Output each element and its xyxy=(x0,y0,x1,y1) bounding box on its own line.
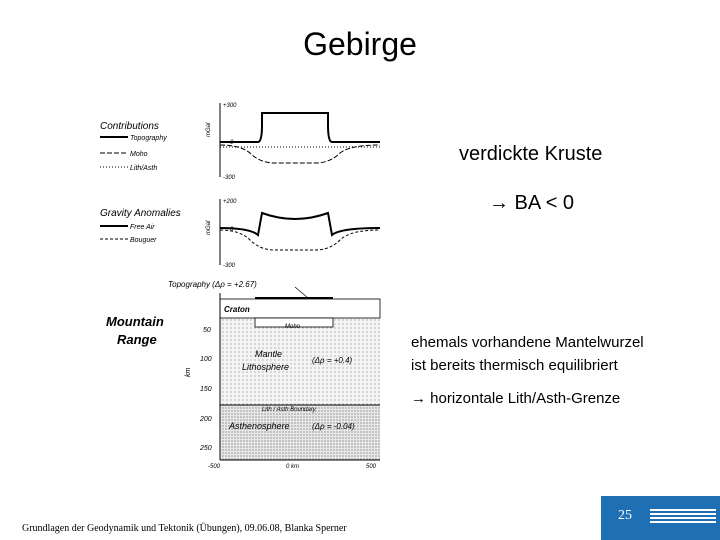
gravity-tick-zero: 0 xyxy=(230,227,234,233)
gravity-title: Gravity Anomalies xyxy=(100,208,181,219)
note-mantle-root xyxy=(411,331,644,377)
note-lith-asth-boundary: → horizontale Lith/Asth-Grenze xyxy=(411,390,621,407)
contributions-unit: mGal xyxy=(206,122,212,137)
note-thickened-crust: verdickte Kruste xyxy=(459,143,603,165)
gravity-tick-bottom: -300 xyxy=(223,263,236,269)
depth-tick-150: 150 xyxy=(200,386,212,393)
asthenosphere-area xyxy=(220,405,380,460)
contributions-tick-zero: 0 xyxy=(230,140,234,146)
moho-label: Moho xyxy=(285,324,301,330)
logo-stripes xyxy=(650,509,716,523)
mountain-range-label-line1: Mountain xyxy=(106,314,164,329)
legend-topography: Topography xyxy=(130,135,167,142)
legend-bouguer: Bouguer xyxy=(130,237,157,244)
asthenosphere-density: (Δρ = -0.04) xyxy=(312,422,355,431)
depth-tick-100: 100 xyxy=(200,356,212,363)
legend-lith-asth: Lith/Asth xyxy=(130,165,158,172)
note-mantle-root-line1: ehemals vorhandene Mantelwurzel xyxy=(411,334,644,351)
mantle-label-line1: Mantle xyxy=(255,349,283,359)
mountain-range-figure xyxy=(90,95,390,470)
curve-topography xyxy=(220,113,380,142)
page-number: 25 xyxy=(618,508,632,523)
note-mantle-root-line2: ist bereits thermisch equilibriert xyxy=(411,357,618,374)
gravity-panel xyxy=(100,199,380,269)
contributions-title: Contributions xyxy=(100,121,159,132)
contributions-tick-top: +300 xyxy=(223,103,237,109)
topography-label: Topography (Δρ = +2.67) xyxy=(168,280,257,289)
gravity-unit: mGal xyxy=(206,220,212,235)
contributions-tick-bottom: -300 xyxy=(223,175,236,181)
mountain-range-label-line2: Range xyxy=(117,332,157,347)
x-tick-center: 0 km xyxy=(286,464,300,470)
legend-free-air: Free Air xyxy=(130,224,155,231)
cross-section xyxy=(106,280,380,470)
asthenosphere-label: Asthenosphere xyxy=(229,421,290,431)
x-tick-right: 500 xyxy=(366,464,377,470)
x-tick-left: -500 xyxy=(208,464,221,470)
topography-pointer xyxy=(295,287,308,298)
gravity-tick-top: +200 xyxy=(223,199,237,205)
depth-tick-250: 250 xyxy=(200,445,212,452)
boundary-label: Lith / Asth Boundary xyxy=(262,407,316,413)
mantle-label-line2: Lithosphere xyxy=(242,362,290,372)
contributions-panel xyxy=(100,103,380,181)
curve-free-air xyxy=(220,213,380,235)
curve-moho xyxy=(220,145,380,163)
slide-title: Gebirge xyxy=(303,26,417,62)
depth-unit: km xyxy=(185,367,192,377)
footer-text: Grundlagen der Geodynamik und Tektonik (Übungen), 09.06.08, Blanka Sperner xyxy=(22,523,347,534)
depth-tick-200: 200 xyxy=(200,416,212,423)
note-bouguer-negative: → BA < 0 xyxy=(489,192,575,214)
mantle-density: (Δρ = +0.4) xyxy=(312,356,353,365)
depth-tick-50: 50 xyxy=(203,327,211,334)
curve-bouguer xyxy=(220,230,380,250)
legend-moho: Moho xyxy=(130,151,148,158)
craton-label: Craton xyxy=(224,305,250,314)
